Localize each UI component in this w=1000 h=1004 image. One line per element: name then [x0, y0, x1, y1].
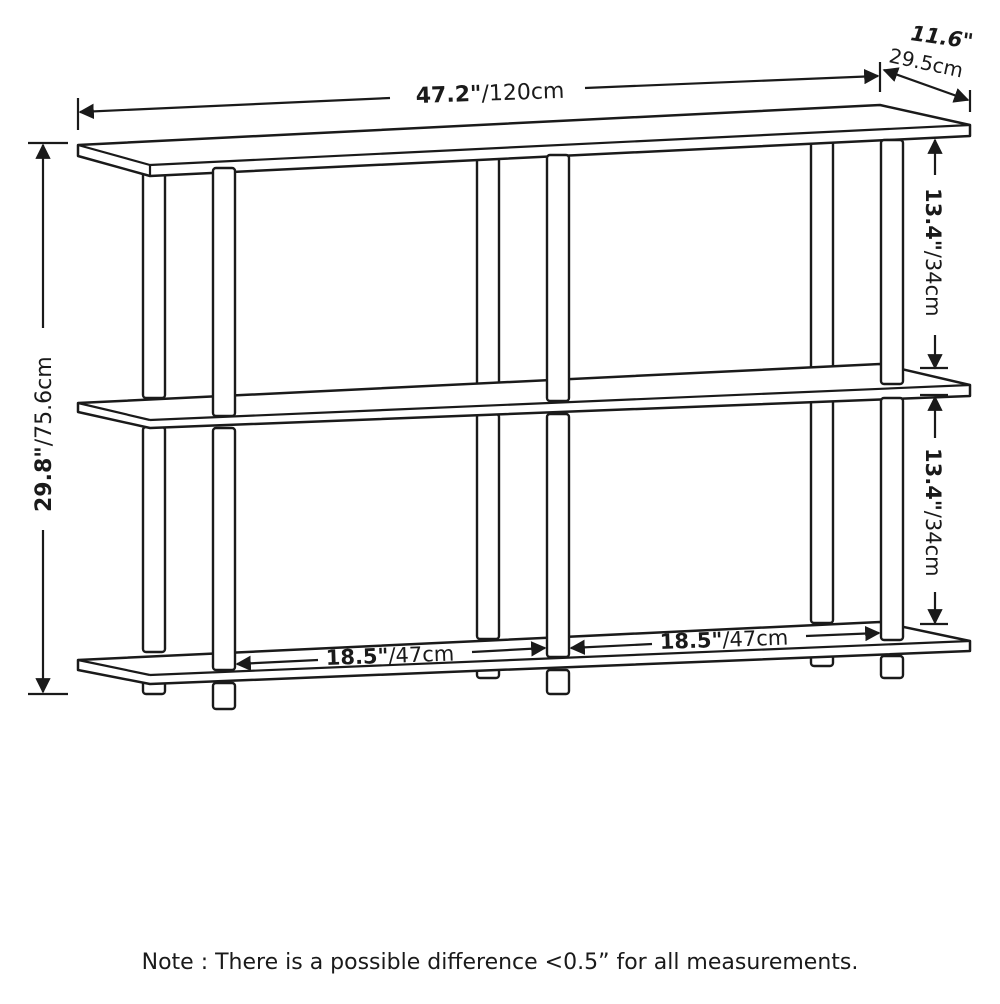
depth-imperial: 11.6": [909, 21, 975, 54]
front-leg-left-lower: [213, 428, 235, 670]
upper-shelf-gap-dimension: [920, 140, 948, 368]
height-dimension: [28, 143, 68, 694]
left-bay-imperial: 18.5": [325, 643, 389, 670]
back-leg-farleft-upper: [143, 168, 165, 398]
back-leg-left-lower: [477, 414, 499, 639]
left-bay-metric: /47cm: [388, 641, 455, 668]
upper-gap-imperial: 13.4": [921, 188, 945, 251]
front-leg-left-upper: [213, 168, 235, 416]
foot-front-right: [881, 656, 903, 678]
back-leg-left-upper: [477, 156, 499, 386]
lower-gap-imperial: 13.4": [921, 448, 945, 511]
foot-front-left: [213, 683, 235, 709]
front-leg-right-lower: [881, 398, 903, 640]
right-bay-imperial: 18.5": [659, 627, 723, 654]
measurement-note: Note : There is a possible difference <0.5” for all measurements.: [141, 950, 859, 975]
upper-gap-metric: /34cm: [921, 250, 945, 317]
height-metric: /75.6cm: [32, 356, 57, 447]
svg-text:13.4"/34cm: [921, 188, 945, 317]
back-leg-farleft-lower: [143, 427, 165, 652]
height-imperial: 29.8": [32, 446, 57, 512]
depth-dimension: [884, 21, 975, 112]
back-leg-right-upper: [811, 140, 833, 370]
front-leg-mid-lower: [547, 414, 569, 657]
front-legs: [213, 140, 903, 709]
svg-text:18.5"/47cm: [325, 642, 454, 670]
svg-text:47.2"/120cm: [415, 79, 564, 109]
depth-metric: 29.5cm: [886, 43, 966, 83]
width-metric: /120cm: [481, 78, 565, 107]
right-bay-metric: /47cm: [722, 625, 789, 652]
front-leg-right-upper: [881, 140, 903, 384]
foot-front-mid: [547, 670, 569, 694]
svg-text:18.5"/47cm: [659, 626, 788, 654]
lower-shelf-gap-dimension: [920, 395, 948, 624]
width-imperial: 47.2": [415, 81, 482, 109]
svg-text:13.4"/34cm: [921, 448, 945, 577]
svg-text:29.8"/75.6cm: [32, 356, 57, 512]
front-leg-mid-upper: [547, 155, 569, 401]
back-leg-right-lower: [811, 398, 833, 623]
lower-gap-metric: /34cm: [921, 510, 945, 577]
top-shelf: [78, 105, 970, 176]
